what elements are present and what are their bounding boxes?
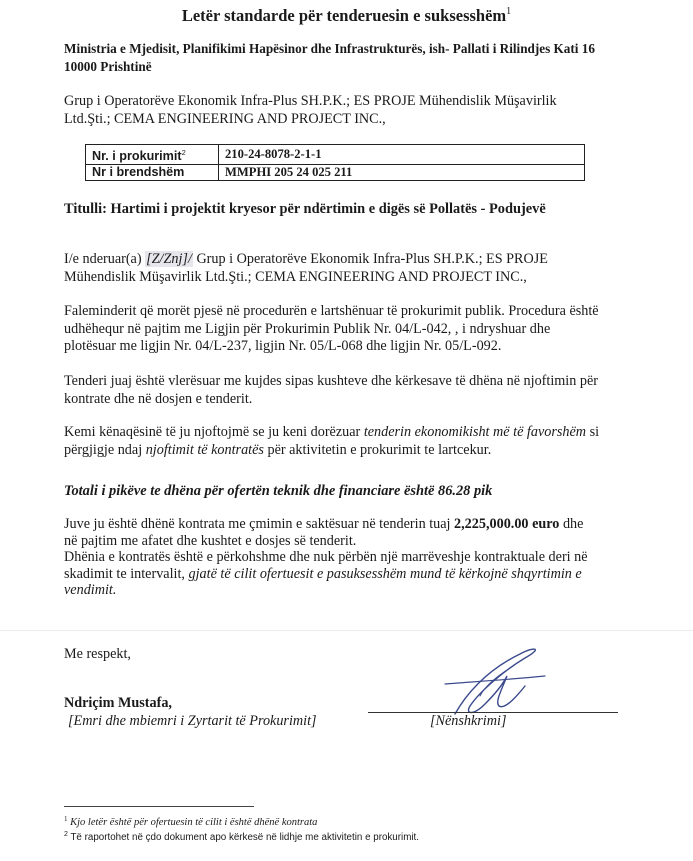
internal-number-label: Nr i brendshëm [86, 165, 219, 181]
page-separator [0, 630, 693, 631]
closing: Me respekt, [64, 646, 131, 662]
signature-label: [Nënshkrimi] [430, 713, 507, 729]
internal-number-value: MMPHI 205 24 025 211 [219, 165, 585, 181]
paragraph-thanks: Faleminderit që morët pjesë në procedurën e lartshënuar të prokurimit publik. Procedura është udhëhequr në pajtim me Ligjin për Prokurimin Publik Nr. 04/L-042, , i ndryshuar dhe plotësuar me ligjin Nr. 04/L-237, ligjin Nr. 05/L-068 dhe ligjin Nr. 05/L-092. [64, 303, 599, 354]
paragraph-contract: Juve ju është dhënë kontrata me çmimin e saktësuar në tenderin tuaj 2,225,000.00 euro dhe në pajtim me afatet dhe kushtet e dosjes së tenderit. Dhënia e kontratës është e përkohshme dhe nuk përbën një marrëveshje kontraktuale deri në skadimit te intervalit, gjatë të cilit ofertuesit e pasuksesshëm mund të kërkojnë shqyrtimin e vendimit. [64, 516, 588, 598]
signer-name: Ndriçim Mustafa, [64, 695, 172, 711]
paragraph-evaluated: Tenderi juaj është vlerësuar me kujdes sipas kushteve dhe kërkesave të dhëna në njoftimin për kontrate dhe në dosjen e tenderit. [64, 373, 599, 407]
table-row [86, 145, 585, 165]
signer-role: [Emri dhe mbiemri i Zyrtarit të Prokurimit] [68, 713, 317, 729]
ministry-address [64, 40, 654, 76]
title-footnote-mark: 1 [506, 6, 512, 17]
procurement-number-value: 210-24-8078-2-1-1 [219, 145, 585, 165]
address-line-1: Ministria e Mjedisit, Planifikimi Hapësinor dhe Infrastrukturës, ish- Pallati i Rilindjes Kati 16 [64, 41, 595, 56]
recipient-block [64, 93, 664, 128]
contract-amount: 2,225,000.00 euro [454, 516, 560, 532]
recipient-line-2: Ltd.Şti.; CEMA ENGINEERING AND PROJECT INC., [64, 110, 386, 127]
recipient-line-1: Grup i Operatorëve Ekonomik Infra-Plus SH.P.K.; ES PROJE Mühendislik Müşavirlik [64, 93, 557, 109]
paragraph-award-notice: Kemi kënaqësinë të ju njoftojmë se ju keni dorëzuar tenderin ekonomikisht më të favorshëm si përgjigje ndaj njoftimit të kontratës për aktivitetin e prokurimit te lartcekur. [64, 424, 600, 458]
letter-title: Letër standarde për tenderuesin e suksesshëm$^1$ [181, 6, 512, 25]
honorific-placeholder: [Z/Znj]/ [146, 251, 192, 267]
salutation: I/e nderuar(a) [Z/Znj]/ Grup i Operatorëve Ekonomik Infra-Plus SH.P.K.; ES PROJE Mühendislik Müşavirlik Ltd.Şti.; CEMA ENGINEERING AND PROJECT INC., [64, 251, 548, 285]
table-row [86, 165, 585, 181]
footnote-1: $^1$ Kjo letër është për ofertuesin të cilit i është dhënë kontrata [64, 815, 318, 828]
subject-title: Titulli: Hartimi i projektit kryesor për ndërtimin e digës së Pollatës - Podujevë [64, 201, 546, 217]
address-line-2: 10000 Prishtinë [64, 59, 152, 74]
footnote-2: $^2$ Të raportohet në çdo dokument apo kërkesë në lidhje me aktivitetin e prokurimit. [64, 831, 419, 843]
procurement-reference-table [85, 144, 585, 181]
footnote-rule [64, 806, 254, 807]
procurement-number-label: Nr. i prokurimit$^2$ [86, 145, 219, 165]
total-points: Totali i pikëve te dhëna për ofertën teknik dhe financiare është 86.28 pik [64, 483, 493, 499]
